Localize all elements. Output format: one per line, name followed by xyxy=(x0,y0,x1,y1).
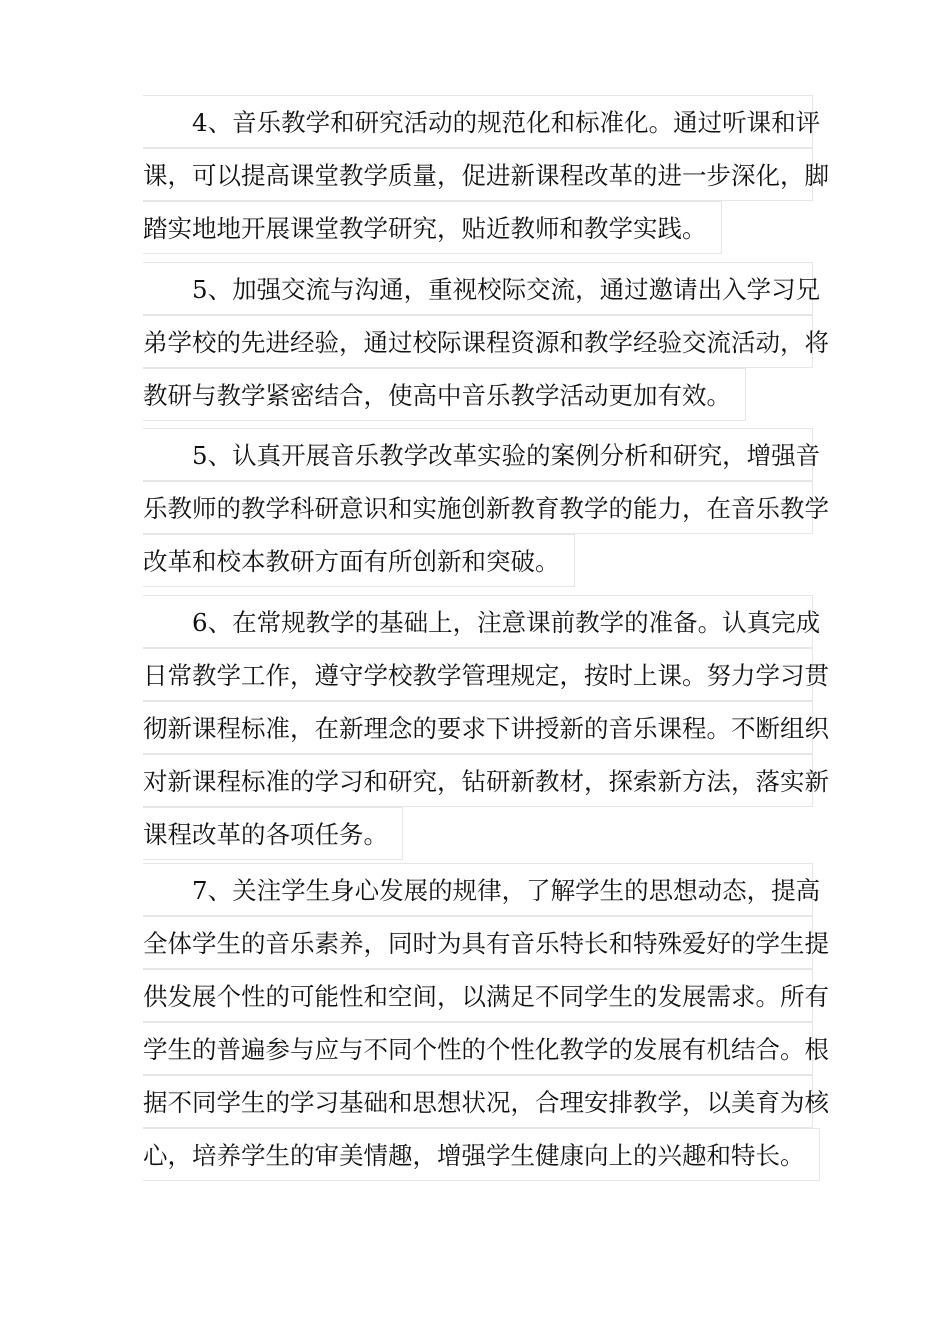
paragraph-line: 彻新课程标准，在新理念的要求下讲授新的音乐课程。不断组织 xyxy=(143,701,813,754)
paragraph-line: 日常教学工作，遵守学校教学管理规定，按时上课。努力学习贯 xyxy=(143,648,813,701)
paragraph-line: 供发展个性的可能性和空间，以满足不同学生的发展需求。所有 xyxy=(143,969,813,1022)
paragraph-line: 5、加强交流与沟通，重视校际交流，通过邀请出入学习兄 xyxy=(143,262,813,315)
paragraph-line: 学生的普遍参与应与不同个性的个性化教学的发展有机结合。根 xyxy=(143,1022,813,1075)
paragraph-line: 7、关注学生身心发展的规律，了解学生的思想动态，提高 xyxy=(143,863,813,916)
paragraph-line: 心，培养学生的审美情趣，增强学生健康向上的兴趣和特长。 xyxy=(143,1128,820,1181)
paragraph-line: 踏实地地开展课堂教学研究，贴近教师和教学实践。 xyxy=(143,201,722,254)
paragraph-line: 据不同学生的学习基础和思想状况，合理安排教学，以美育为核 xyxy=(143,1075,813,1128)
paragraph-line: 6、在常规教学的基础上，注意课前教学的准备。认真完成 xyxy=(143,595,813,648)
paragraph-7-student-development xyxy=(143,863,829,1181)
paragraph-4-standardization xyxy=(143,95,829,254)
paragraph-line: 对新课程标准的学习和研究，钻研新教材，探索新方法，落实新 xyxy=(143,754,813,807)
paragraph-line: 5、认真开展音乐教学改革实验的案例分析和研究，增强音 xyxy=(143,428,813,481)
paragraph-5-communication xyxy=(143,262,829,421)
paragraph-line: 乐教师的教学科研意识和实施创新教育教学的能力，在音乐教学 xyxy=(143,481,813,534)
paragraph-5-reform-experiment xyxy=(143,428,829,587)
paragraph-line: 课，可以提高课堂教学质量，促进新课程改革的进一步深化，脚 xyxy=(143,148,813,201)
paragraph-line: 弟学校的先进经验，通过校际课程资源和教学经验交流活动，将 xyxy=(143,315,813,368)
paragraph-line: 改革和校本教研方面有所创新和突破。 xyxy=(143,534,575,587)
paragraph-line: 4、音乐教学和研究活动的规范化和标准化。通过听课和评 xyxy=(143,95,813,148)
paragraph-line: 教研与教学紧密结合，使高中音乐教学活动更加有效。 xyxy=(143,368,746,421)
paragraph-line: 全体学生的音乐素养，同时为具有音乐特长和特殊爱好的学生提 xyxy=(143,916,813,969)
paragraph-line: 课程改革的各项任务。 xyxy=(143,807,403,860)
paragraph-6-routine-teaching xyxy=(143,595,829,860)
